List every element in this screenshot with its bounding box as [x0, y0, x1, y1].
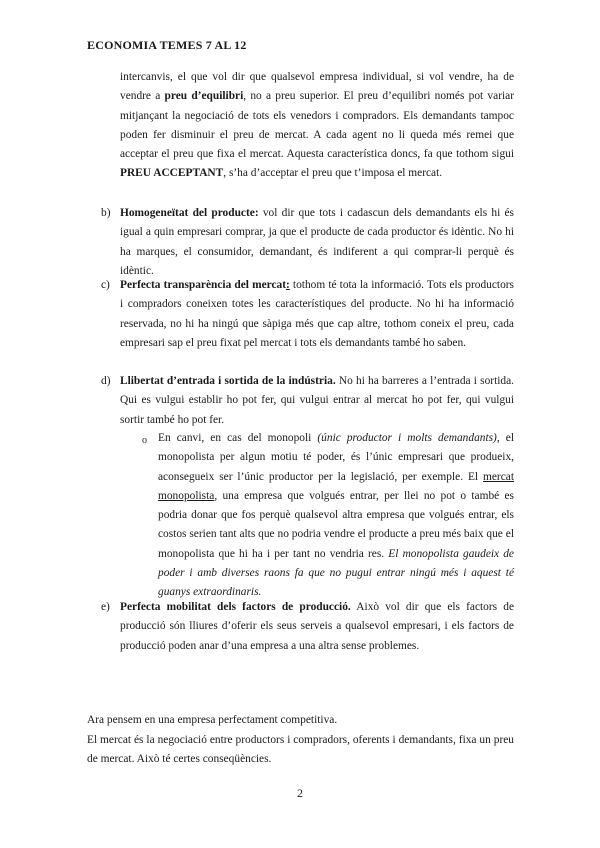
item-d-text: No hi ha barreres a l’entrada i sortida. Qui es vulgui establir ho pot fer, qui vulgui entrar al mercat ho pot fer, qui vulgui sortir també ho pot fer.: [120, 375, 514, 426]
intro-bold-1: preu d’equilibri: [164, 90, 244, 103]
item-e-paragraph: [120, 598, 514, 656]
item-b-marker: b): [101, 207, 111, 219]
item-b-title-suffix: :: [254, 207, 259, 219]
sub-text-2: , el monopolista per algun motiu té poder, és l’únic empresari que produeix, aconsegueix ser l’únic productor per la legislació, per exemple. El: [158, 432, 514, 483]
item-c-title: Perfecta transparència del mercat: [120, 279, 287, 291]
item-c-text: tothom té tota la informació. Tots els productors i compradors coneixen totes les característiques del producte. No hi ha informació reservada, no hi ha ningú que sàpiga més que cap altre, tothom coneix el preu, cada empresari sap el preu fixat pel mercat i tots els demandants també ho saben.: [120, 279, 514, 349]
sub-bullet-paragraph: [158, 429, 514, 603]
document-header: ECONOMIA TEMES 7 AL 12: [87, 38, 247, 52]
item-e-title: Perfecta mobilitat dels factors de producció: [120, 601, 348, 613]
item-b-text: vol dir que tots i cadascun dels demandants els hi és igual a quin empresari comprar, ja que el producte de cada productor és idèntic. No hi ha marques, el consumidor, demandant, és indiferent a qui comprar-li perquè és idèntic.: [120, 207, 514, 277]
intro-text-1: intercanvis, el que vol dir que qualsevol empresa individual, si vol vendre, ha de vendre a: [120, 71, 514, 103]
item-e-text: Això vol dir que els factors de producció són lliures d’oferir els seus serveis a qualsevol empresari, i els factors de producció poden anar d’una empresa a una altra sense problemes.: [120, 601, 515, 652]
intro-bold-2: PREU ACCEPTANT: [120, 167, 224, 180]
closing-paragraph-2: El mercat és la negociació entre productors i compradors, oferents i demandants, fixa un preu de mercat. Això té certes conseqüències.: [87, 734, 514, 766]
item-c-marker: c): [101, 279, 110, 291]
item-e-marker: e): [101, 601, 110, 613]
item-b-title: Homogeneïtat del producte: [120, 207, 255, 219]
item-c-title-suffix: :: [286, 279, 290, 291]
sub-text-3: , una empresa que volgués entrar, per llei no pot o també es podria donar que fos perquè qualsevol altra empresa que volgués entrar, els costos serien tant alts que no podria vendre el producte a preu més baix que el monopolista que hi ha i per tant no vendria res.: [158, 489, 514, 560]
page-number: 2: [297, 786, 303, 800]
intro-text-2: , no a preu superior. El preu d’equilibri només pot variar mitjançant la negociació de tots els venedors i compradors. Els demandants tampoc poden fer disminuir el preu de mercat. A cada agent no li queda més remei que acceptar el preu que fixa el mercat. Aquesta característica doncs, fa que tothom sigui: [120, 90, 514, 161]
closing-paragraph-1: Ara pensem en una empresa perfectament competitiva.: [87, 714, 338, 726]
sub-italic-2: El monopolista gaudeix de poder i amb diverses raons fa que no pugui entrar ningú més i aquest té guanys extraordinaris.: [158, 547, 514, 599]
sub-bullet-marker: o: [142, 435, 147, 446]
item-e-title-suffix: .: [347, 601, 351, 613]
sub-italic-1: (únic productor i molts demandants): [317, 432, 497, 444]
item-d-title-suffix: .: [332, 375, 336, 387]
item-b-paragraph: [120, 204, 514, 281]
item-d-marker: d): [101, 375, 111, 387]
sub-underline-1: mercat monopolista: [158, 470, 514, 502]
item-d-title: Llibertat d’entrada i sortida de la indústria: [120, 375, 333, 387]
item-c-paragraph: [120, 276, 514, 353]
item-d-paragraph: [120, 372, 514, 430]
sub-text-1: En canvi, en cas del monopoli: [158, 432, 318, 444]
intro-paragraph: [120, 68, 514, 184]
intro-text-3: , s’ha d’acceptar el preu que t’imposa el mercat.: [223, 167, 443, 180]
